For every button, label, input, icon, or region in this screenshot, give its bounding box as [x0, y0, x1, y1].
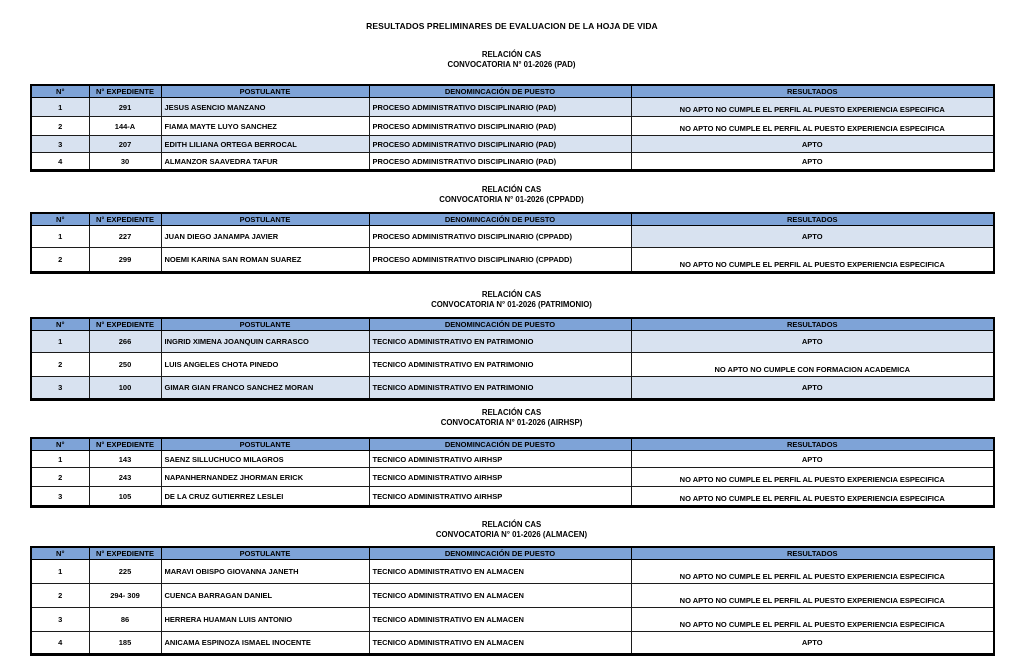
- cell-resultado: APTO: [631, 331, 994, 353]
- column-header-resultados: RESULTADOS: [631, 438, 994, 451]
- table-row: [31, 153, 994, 171]
- cell-expediente: 225: [89, 560, 161, 584]
- cell-resultado: NO APTO NO CUMPLE EL PERFIL AL PUESTO EXPERIENCIA ESPECIFICA: [631, 487, 994, 507]
- cell-resultado: APTO: [631, 136, 994, 153]
- cell-num: 1: [31, 331, 89, 353]
- column-header-postulante: POSTULANTE: [161, 213, 369, 226]
- results-table-patrimonio: [30, 317, 995, 401]
- cell-puesto: PROCESO ADMINISTRATIVO DISCIPLINARIO (CPPADD): [369, 248, 631, 273]
- cell-num: 1: [31, 560, 89, 584]
- cell-num: 1: [31, 98, 89, 117]
- cell-num: 2: [31, 248, 89, 273]
- cell-postulante: HERRERA HUAMAN LUIS ANTONIO: [161, 608, 369, 632]
- cell-num: 2: [31, 468, 89, 487]
- column-header-puesto: DENOMINCACIÓN DE PUESTO: [369, 547, 631, 560]
- cell-resultado: APTO: [631, 451, 994, 468]
- section-heading: [30, 408, 993, 428]
- cell-postulante: DE LA CRUZ GUTIERREZ LESLEI: [161, 487, 369, 507]
- cell-expediente: 294- 309: [89, 584, 161, 608]
- column-header-expediente: N° EXPEDIENTE: [89, 547, 161, 560]
- table-row: [31, 226, 994, 248]
- results-table-almacen: [30, 546, 995, 656]
- cell-num: 2: [31, 584, 89, 608]
- section-heading: [30, 290, 993, 310]
- cell-num: 4: [31, 632, 89, 655]
- cell-puesto: PROCESO ADMINISTRATIVO DISCIPLINARIO (PAD): [369, 117, 631, 136]
- section-almacen: [30, 520, 993, 656]
- column-header-resultados: RESULTADOS: [631, 318, 994, 331]
- relacion-cas-heading: RELACIÓN CAS: [481, 185, 542, 194]
- cell-num: 4: [31, 153, 89, 171]
- convocatoria-heading: CONVOCATORIA N° 01-2026 (PAD): [447, 60, 576, 69]
- cell-postulante: EDITH LILIANA ORTEGA BERROCAL: [161, 136, 369, 153]
- cell-puesto: TECNICO ADMINISTRATIVO AIRHSP: [369, 487, 631, 507]
- cell-expediente: 299: [89, 248, 161, 273]
- cell-num: 1: [31, 226, 89, 248]
- cell-expediente: 100: [89, 377, 161, 400]
- cell-resultado: NO APTO NO CUMPLE EL PERFIL AL PUESTO EXPERIENCIA ESPECIFICA: [631, 98, 994, 117]
- column-header-num: N°: [31, 213, 89, 226]
- table-header-row: [31, 318, 994, 331]
- column-header-postulante: POSTULANTE: [161, 438, 369, 451]
- column-header-num: N°: [31, 85, 89, 98]
- cell-postulante: NAPANHERNANDEZ JHORMAN ERICK: [161, 468, 369, 487]
- cell-num: 2: [31, 353, 89, 377]
- column-header-expediente: N° EXPEDIENTE: [89, 318, 161, 331]
- column-header-puesto: DENOMINCACIÓN DE PUESTO: [369, 438, 631, 451]
- cell-postulante: MARAVI OBISPO GIOVANNA JANETH: [161, 560, 369, 584]
- table-row: [31, 98, 994, 117]
- table-row: [31, 468, 994, 487]
- column-header-puesto: DENOMINCACIÓN DE PUESTO: [369, 318, 631, 331]
- cell-num: 3: [31, 608, 89, 632]
- table-row: [31, 117, 994, 136]
- cell-num: 3: [31, 487, 89, 507]
- table-row: [31, 331, 994, 353]
- section-patrimonio: [30, 290, 993, 401]
- section-airhsp: [30, 408, 993, 508]
- table-row: [31, 487, 994, 507]
- cell-postulante: SAENZ SILLUCHUCO MILAGROS: [161, 451, 369, 468]
- cell-resultado: NO APTO NO CUMPLE EL PERFIL AL PUESTO EXPERIENCIA ESPECIFICA: [631, 468, 994, 487]
- cell-expediente: 227: [89, 226, 161, 248]
- table-row: [31, 136, 994, 153]
- cell-postulante: GIMAR GIAN FRANCO SANCHEZ MORAN: [161, 377, 369, 400]
- table-row: [31, 353, 994, 377]
- cell-postulante: INGRID XIMENA JOANQUIN CARRASCO: [161, 331, 369, 353]
- table-row: [31, 632, 994, 655]
- table-row: [31, 451, 994, 468]
- cell-postulante: NOEMI KARINA SAN ROMAN SUAREZ: [161, 248, 369, 273]
- table-header-row: [31, 213, 994, 226]
- column-header-postulante: POSTULANTE: [161, 318, 369, 331]
- cell-puesto: TECNICO ADMINISTRATIVO EN PATRIMONIO: [369, 377, 631, 400]
- column-header-postulante: POSTULANTE: [161, 85, 369, 98]
- column-header-expediente: N° EXPEDIENTE: [89, 438, 161, 451]
- column-header-expediente: N° EXPEDIENTE: [89, 85, 161, 98]
- column-header-num: N°: [31, 547, 89, 560]
- cell-resultado: NO APTO NO CUMPLE EL PERFIL AL PUESTO EXPERIENCIA ESPECIFICA: [631, 248, 994, 273]
- table-row: [31, 608, 994, 632]
- cell-resultado: NO APTO NO CUMPLE EL PERFIL AL PUESTO EXPERIENCIA ESPECIFICA: [631, 117, 994, 136]
- relacion-cas-heading: RELACIÓN CAS: [481, 50, 542, 59]
- section-pad: [30, 50, 993, 172]
- cell-puesto: TECNICO ADMINISTRATIVO AIRHSP: [369, 468, 631, 487]
- convocatoria-heading: CONVOCATORIA N° 01-2026 (PATRIMONIO): [431, 300, 592, 309]
- results-table-cppadd: [30, 212, 995, 274]
- cell-num: 1: [31, 451, 89, 468]
- page-title: RESULTADOS PRELIMINARES DE EVALUACION DE LA HOJA DE VIDA: [366, 21, 658, 31]
- cell-postulante: JUAN DIEGO JANAMPA JAVIER: [161, 226, 369, 248]
- section-heading: [30, 185, 993, 205]
- cell-postulante: JESUS ASENCIO MANZANO: [161, 98, 369, 117]
- cell-resultado: NO APTO NO CUMPLE EL PERFIL AL PUESTO EXPERIENCIA ESPECIFICA: [631, 608, 994, 632]
- cell-resultado: NO APTO NO CUMPLE EL PERFIL AL PUESTO EXPERIENCIA ESPECIFICA: [631, 560, 994, 584]
- column-header-resultados: RESULTADOS: [631, 85, 994, 98]
- cell-resultado: APTO: [631, 153, 994, 171]
- results-table-pad: [30, 84, 995, 172]
- cell-resultado: APTO: [631, 632, 994, 655]
- cell-resultado: NO APTO NO CUMPLE EL PERFIL AL PUESTO EXPERIENCIA ESPECIFICA: [631, 584, 994, 608]
- cell-postulante: LUIS ANGELES CHOTA PINEDO: [161, 353, 369, 377]
- cell-puesto: TECNICO ADMINISTRATIVO EN PATRIMONIO: [369, 331, 631, 353]
- relacion-cas-heading: RELACIÓN CAS: [481, 290, 542, 299]
- cell-num: 3: [31, 377, 89, 400]
- cell-puesto: TECNICO ADMINISTRATIVO AIRHSP: [369, 451, 631, 468]
- cell-expediente: 243: [89, 468, 161, 487]
- cell-expediente: 250: [89, 353, 161, 377]
- column-header-num: N°: [31, 438, 89, 451]
- cell-puesto: PROCESO ADMINISTRATIVO DISCIPLINARIO (PAD): [369, 153, 631, 171]
- cell-expediente: 266: [89, 331, 161, 353]
- section-heading: [30, 520, 993, 540]
- table-header-row: [31, 438, 994, 451]
- table-header-row: [31, 85, 994, 98]
- cell-num: 2: [31, 117, 89, 136]
- relacion-cas-heading: RELACIÓN CAS: [481, 520, 542, 529]
- convocatoria-heading: CONVOCATORIA N° 01-2026 (AIRHSP): [440, 418, 583, 427]
- results-table-airhsp: [30, 437, 995, 508]
- column-header-resultados: RESULTADOS: [631, 213, 994, 226]
- cell-postulante: FIAMA MAYTE LUYO SANCHEZ: [161, 117, 369, 136]
- cell-expediente: 185: [89, 632, 161, 655]
- convocatoria-heading: CONVOCATORIA N° 01-2026 (CPPADD): [439, 195, 584, 204]
- cell-expediente: 207: [89, 136, 161, 153]
- cell-expediente: 144-A: [89, 117, 161, 136]
- cell-puesto: TECNICO ADMINISTRATIVO EN ALMACEN: [369, 560, 631, 584]
- cell-expediente: 291: [89, 98, 161, 117]
- cell-resultado: APTO: [631, 226, 994, 248]
- cell-expediente: 105: [89, 487, 161, 507]
- cell-puesto: PROCESO ADMINISTRATIVO DISCIPLINARIO (CPPADD): [369, 226, 631, 248]
- cell-puesto: TECNICO ADMINISTRATIVO EN ALMACEN: [369, 608, 631, 632]
- cell-postulante: ALMANZOR SAAVEDRA TAFUR: [161, 153, 369, 171]
- cell-postulante: CUENCA BARRAGAN DANIEL: [161, 584, 369, 608]
- column-header-expediente: N° EXPEDIENTE: [89, 213, 161, 226]
- cell-resultado: APTO: [631, 377, 994, 400]
- section-cppadd: [30, 185, 993, 274]
- cell-postulante: ANICAMA ESPINOZA ISMAEL INOCENTE: [161, 632, 369, 655]
- table-header-row: [31, 547, 994, 560]
- cell-expediente: 30: [89, 153, 161, 171]
- relacion-cas-heading: RELACIÓN CAS: [481, 408, 542, 417]
- column-header-num: N°: [31, 318, 89, 331]
- column-header-postulante: POSTULANTE: [161, 547, 369, 560]
- table-row: [31, 584, 994, 608]
- cell-expediente: 86: [89, 608, 161, 632]
- cell-num: 3: [31, 136, 89, 153]
- cell-puesto: TECNICO ADMINISTRATIVO EN ALMACEN: [369, 632, 631, 655]
- cell-puesto: PROCESO ADMINISTRATIVO DISCIPLINARIO (PAD): [369, 98, 631, 117]
- section-heading: [30, 50, 993, 70]
- cell-puesto: PROCESO ADMINISTRATIVO DISCIPLINARIO (PAD): [369, 136, 631, 153]
- table-row: [31, 377, 994, 400]
- column-header-puesto: DENOMINCACIÓN DE PUESTO: [369, 85, 631, 98]
- table-row: [31, 560, 994, 584]
- column-header-resultados: RESULTADOS: [631, 547, 994, 560]
- convocatoria-heading: CONVOCATORIA N° 01-2026 (ALMACEN): [435, 530, 588, 539]
- cell-puesto: TECNICO ADMINISTRATIVO EN ALMACEN: [369, 584, 631, 608]
- cell-resultado: NO APTO NO CUMPLE CON FORMACION ACADEMICA: [631, 353, 994, 377]
- table-row: [31, 248, 994, 273]
- column-header-puesto: DENOMINCACIÓN DE PUESTO: [369, 213, 631, 226]
- cell-puesto: TECNICO ADMINISTRATIVO EN PATRIMONIO: [369, 353, 631, 377]
- cell-expediente: 143: [89, 451, 161, 468]
